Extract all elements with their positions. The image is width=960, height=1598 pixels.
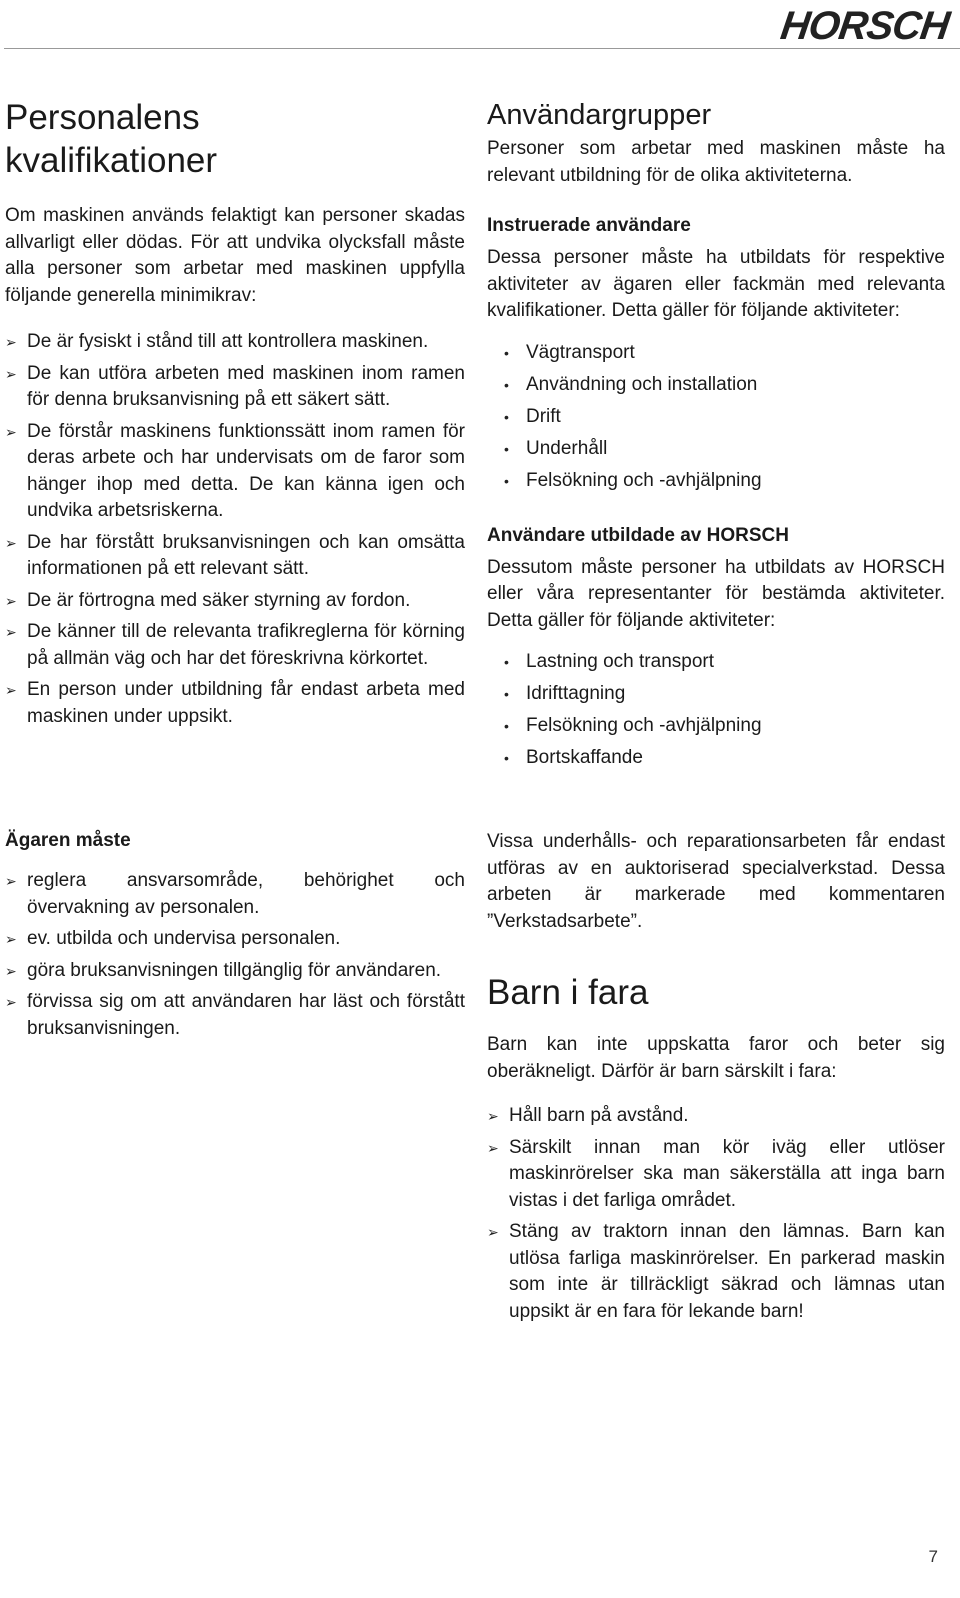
list-item: ➢ reglera ansvarsområde, behörighet och övervakning av personalen.: [5, 870, 465, 918]
trained-activities-list: [487, 646, 945, 774]
arrow-bullet-icon: ➢: [5, 931, 17, 947]
list-item: ➢ De förstår maskinens funktionssätt inom ramen för deras arbete och har undervisats om de faror som hänger ihop med detta. De kan känna igen och undvika arbetsriskerna.: [5, 420, 465, 521]
arrow-bullet-icon: ➢: [5, 994, 17, 1010]
requirements-list: [5, 329, 465, 730]
dot-bullet-icon: •: [504, 344, 509, 361]
arrow-bullet-icon: ➢: [5, 873, 17, 889]
list-item: ➢ De kan utföra arbeten med maskinen inom ramen för denna bruksanvisning på ett säkert sätt.: [5, 362, 465, 410]
section-title-user-groups: Användargrupper: [487, 99, 712, 131]
instructed-activities-list: [487, 337, 945, 497]
horsch-trained-text: Dessutom måste personer ha utbildats av HORSCH eller våra representanter för bestämda aktiviteter. Detta gäller för följande aktiviteter:: [487, 556, 945, 631]
list-item: ➢ Särskilt innan man kör iväg eller utlöser maskinrörelser ska man säkerställa att inga barn vistas i det farliga området.: [487, 1136, 945, 1211]
list-item: ➢ ev. utbilda och undervisa personalen.: [5, 926, 465, 953]
arrow-bullet-icon: ➢: [5, 334, 17, 350]
left-column: [5, 96, 465, 735]
list-item: ➢ De känner till de relevanta trafikreglerna för körning på allmän väg och har det föreskrivna körkortet.: [5, 621, 465, 669]
list-item: • Bortskaffande: [487, 742, 945, 774]
list-item: ➢ göra bruksanvisningen tillgänglig för användaren.: [5, 958, 465, 985]
instructed-users-heading: Instruerade användare: [487, 215, 691, 236]
workshop-text: Vissa underhålls- och reparationsarbeten får endast utföras av en auktoriserad specialverkstad. Dessa arbeten är markerade med kommentaren ”Verkstadsarbete”.: [487, 831, 945, 932]
horsch-trained-heading: Användare utbildade av HORSCH: [487, 524, 789, 546]
arrow-bullet-icon: ➢: [487, 1139, 499, 1156]
page-number: 7: [928, 1547, 938, 1566]
list-item: • Idrifttagning: [487, 678, 945, 710]
arrow-bullet-icon: ➢: [487, 1224, 499, 1240]
horsch-logo: HORSCH: [777, 4, 952, 48]
children-list: [487, 1103, 945, 1325]
list-item: • Felsökning och -avhjälpning: [487, 465, 945, 497]
arrow-bullet-icon: ➢: [5, 624, 17, 640]
list-item: • Underhåll: [487, 433, 945, 465]
arrow-bullet-icon: ➢: [5, 962, 17, 979]
list-item: • Användning och installation: [487, 369, 945, 401]
list-item: ➢ förvissa sig om att användaren har läst och förstått bruksanvisningen.: [5, 991, 465, 1039]
list-item: • Drift: [487, 401, 945, 433]
dot-bullet-icon: •: [504, 750, 509, 766]
list-item: ➢ En person under utbildning får endast arbeta med maskinen under uppsikt.: [5, 679, 465, 727]
list-item: • Lastning och transport: [487, 646, 945, 678]
arrow-bullet-icon: ➢: [5, 534, 17, 551]
owner-list: [5, 868, 465, 1042]
qualifications-intro: Om maskinen används felaktigt kan personer skadas allvarligt eller dödas. För att undvika olycksfall måste alla personer som arbetar med maskinen uppfylla följande generella minimikrav:: [5, 205, 465, 306]
arrow-bullet-icon: ➢: [5, 423, 17, 440]
list-item: • Vägtransport: [487, 337, 945, 369]
workshop-section: [487, 829, 945, 1330]
instructed-users-text: Dessa personer måste ha utbildats för respektive aktiviteter av ägaren eller fackmän med relevanta kvalifikationer. Detta gäller för följande aktiviteter:: [487, 247, 945, 321]
right-column: [487, 98, 945, 774]
arrow-bullet-icon: ➢: [5, 365, 17, 382]
section-title-children: Barn i fara: [487, 973, 649, 1012]
list-item: • Felsökning och -avhjälpning: [487, 710, 945, 742]
list-item: ➢ Stäng av traktorn innan den lämnas. Barn kan utlösa farliga maskinrörelser. En parkerad maskin som inte är tillräckligt säkrad och lämnas utan uppsikt är en fara för lekande barn!: [487, 1221, 945, 1322]
dot-bullet-icon: •: [504, 654, 509, 670]
dot-bullet-icon: •: [504, 440, 509, 457]
header-divider: [4, 48, 960, 49]
list-item: ➢ Håll barn på avstånd.: [487, 1103, 945, 1130]
arrow-bullet-icon: ➢: [487, 1108, 499, 1124]
dot-bullet-icon: •: [504, 686, 509, 702]
owner-heading: Ägaren måste: [5, 830, 131, 851]
owner-section: [5, 828, 465, 1047]
dot-bullet-icon: •: [504, 408, 509, 425]
list-item: ➢ De är fysiskt i stånd till att kontrollera maskinen.: [5, 329, 465, 356]
arrow-bullet-icon: ➢: [5, 682, 17, 698]
dot-bullet-icon: •: [504, 376, 509, 393]
user-groups-intro: Personer som arbetar med maskinen måste ha relevant utbildning för de olika aktiviteterna.: [487, 138, 945, 186]
children-intro: Barn kan inte uppskatta faror och beter sig oberäkneligt. Därför är barn särskilt i fara:: [487, 1034, 945, 1082]
section-title-qualifications: Personalens kvalifikationer: [5, 98, 218, 180]
dot-bullet-icon: •: [504, 472, 509, 489]
list-item: ➢ De har förstått bruksanvisningen och kan omsätta informationen på ett relevant sätt.: [5, 531, 465, 579]
list-item: ➢ De är förtrogna med säker styrning av fordon.: [5, 588, 465, 615]
dot-bullet-icon: •: [504, 718, 509, 734]
arrow-bullet-icon: ➢: [5, 592, 17, 609]
